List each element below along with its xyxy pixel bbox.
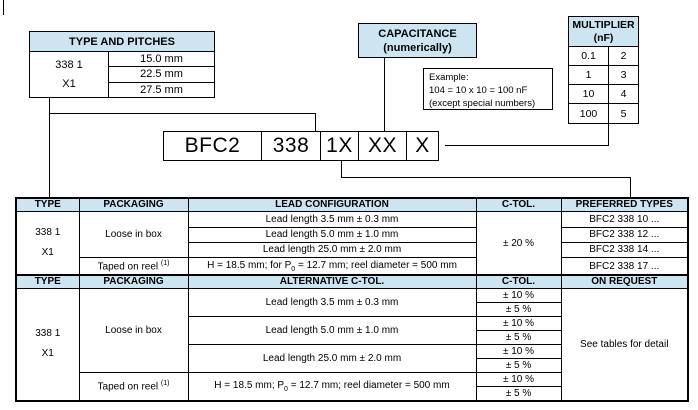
table-header-row: [16, 275, 688, 288]
table-header-row: [16, 198, 688, 211]
footnote-marker: (1): [160, 380, 170, 388]
lead-config-cell: Lead length 5.0 mm ± 1.0 mm: [188, 316, 476, 344]
type-code-line1: 338 1: [55, 58, 83, 71]
preferred-type-cell: BFC2 338 17 ...: [561, 257, 688, 276]
alternative-ctol-table: [15, 274, 689, 402]
header-on-request: ON REQUEST: [561, 275, 688, 288]
part-number-row: [163, 131, 439, 161]
example-box: [423, 68, 553, 110]
multiplier-row: [569, 66, 638, 85]
capacitance-title: CAPACITANCE: [378, 27, 457, 40]
multiplier-row: [569, 85, 638, 104]
header-type: TYPE: [16, 275, 79, 288]
connector-pitch-h: [341, 177, 631, 178]
header-ctol: C-TOL.: [476, 275, 561, 288]
reel-text-pre: H = 18.5 mm; P: [214, 379, 285, 391]
type-code-line2: X1: [62, 77, 76, 90]
type-cell-line1: 338 1: [35, 227, 61, 239]
example-line1: Example:: [429, 72, 469, 83]
preferred-type-cell: BFC2 338 14 ...: [561, 242, 688, 257]
multiplier-code: 5: [620, 107, 627, 120]
ctol-cell: ± 20 %: [476, 211, 561, 276]
pitch-item: 22.5 mm: [109, 67, 214, 82]
ctol-cell: ± 10 %: [476, 316, 561, 330]
ctol-cell: ± 5 %: [476, 330, 561, 344]
type-cell-line2: X1: [41, 348, 54, 360]
table-row: [16, 288, 688, 302]
multiplier-title: [569, 17, 638, 47]
multiplier-row: [569, 104, 638, 123]
header-packaging: PACKAGING: [79, 275, 188, 288]
ctol-cell: ± 5 %: [476, 302, 561, 316]
lead-config-cell: Lead length 25.0 mm ± 2.0 mm: [188, 344, 476, 372]
reel-text-post: = 12.7 mm; reel diameter = 500 mm: [295, 259, 457, 271]
part-number-segment-capacitance: XX: [358, 131, 408, 161]
example-line3: (except special numbers): [429, 98, 536, 109]
type-cell-line2: X1: [41, 247, 54, 259]
ctol-cell: ± 10 %: [476, 344, 561, 358]
page-edge-mark: [3, 0, 4, 15]
reel-text-post: = 12.7 mm; reel diameter = 500 mm: [287, 379, 450, 391]
type-code-cell: [30, 52, 109, 97]
lead-config-cell: Lead length 25.0 mm ± 2.0 mm: [188, 242, 476, 257]
connector-multiplier-v: [608, 122, 609, 146]
reel-text-sub: 0: [291, 265, 296, 273]
reel-text-pre: H = 18.5 mm; for P: [207, 259, 292, 271]
part-number-segment-pitch: 1X: [320, 131, 359, 161]
packaging-taped-cell: [79, 372, 188, 401]
preferred-types-table: [15, 197, 689, 277]
footnote-marker: (1): [160, 260, 170, 268]
type-cell: [16, 211, 79, 276]
capacitance-box: [358, 23, 477, 58]
ctol-cell: ± 5 %: [476, 358, 561, 372]
connector-capacitance-to-partnumber: [384, 58, 385, 132]
type-and-pitches-title: TYPE AND PITCHES: [30, 32, 214, 52]
ctol-cell: ± 10 %: [476, 372, 561, 386]
multiplier-code: 2: [620, 50, 627, 62]
multiplier-title-line1: MULTIPLIER: [572, 18, 635, 31]
on-request-cell: See tables for detail: [561, 288, 688, 401]
part-number-segment-type: 338: [261, 131, 322, 161]
type-cell-line1: 338 1: [35, 328, 61, 340]
type-and-pitches-box: [29, 31, 215, 98]
multiplier-factor: 10: [569, 85, 609, 103]
preferred-type-cell: BFC2 338 12 ...: [561, 227, 688, 242]
packaging-loose-cell: Loose in box: [79, 211, 188, 257]
connector-multiplier-h: [445, 145, 609, 146]
pitch-item: 27.5 mm: [140, 83, 183, 96]
header-type: TYPE: [16, 198, 79, 211]
part-number-segment-series: BFC2: [163, 131, 262, 161]
packaging-taped-label: Taped on reel: [97, 261, 159, 273]
reel-config-cell: [188, 372, 476, 401]
header-ctol: C-TOL.: [476, 198, 561, 211]
preferred-type-cell: BFC2 338 10 ...: [561, 211, 688, 227]
lead-config-cell: Lead length 5.0 mm ± 1.0 mm: [188, 227, 476, 242]
ctol-cell: ± 10 %: [476, 288, 561, 302]
connector-pitch-v1: [341, 161, 342, 178]
connector-type-branch-h: [49, 113, 316, 114]
lead-config-cell: Lead length 3.5 mm ± 0.3 mm: [188, 211, 476, 227]
multiplier-factor: 100: [569, 104, 609, 123]
multiplier-row: [569, 47, 638, 66]
type-cell: [16, 288, 79, 401]
header-alternative-ctol: ALTERNATIVE C-TOL.: [188, 275, 476, 288]
table-row: [16, 211, 688, 227]
pitch-item: 15.0 mm: [109, 52, 214, 67]
part-number-segment-multiplier: X: [406, 131, 439, 161]
capacitance-subtitle: (numerically): [383, 41, 452, 54]
header-packaging: PACKAGING: [79, 198, 188, 211]
ctol-cell: ± 5 %: [476, 386, 561, 401]
multiplier-table: [568, 16, 639, 124]
connector-pitch-to-preferred: [630, 177, 631, 198]
lead-config-cell: Lead length 3.5 mm ± 0.3 mm: [188, 288, 476, 316]
multiplier-factor: 0.1: [569, 47, 609, 65]
packaging-taped-label: Taped on reel: [97, 381, 159, 393]
multiplier-title-line2: (nF): [593, 31, 614, 44]
header-lead-configuration: LEAD CONFIGURATION: [188, 198, 476, 211]
multiplier-code: 4: [620, 88, 627, 100]
example-line2: 104 = 10 x 10 = 100 nF: [429, 85, 528, 96]
pitch-list: [109, 52, 214, 97]
multiplier-factor: 1: [569, 66, 609, 84]
header-preferred-types: PREFERRED TYPES: [561, 198, 688, 211]
reel-text-sub: 0: [284, 385, 288, 393]
packaging-loose-cell: Loose in box: [79, 288, 188, 372]
connector-type-to-partnumber: [315, 113, 316, 132]
multiplier-code: 3: [620, 69, 627, 81]
